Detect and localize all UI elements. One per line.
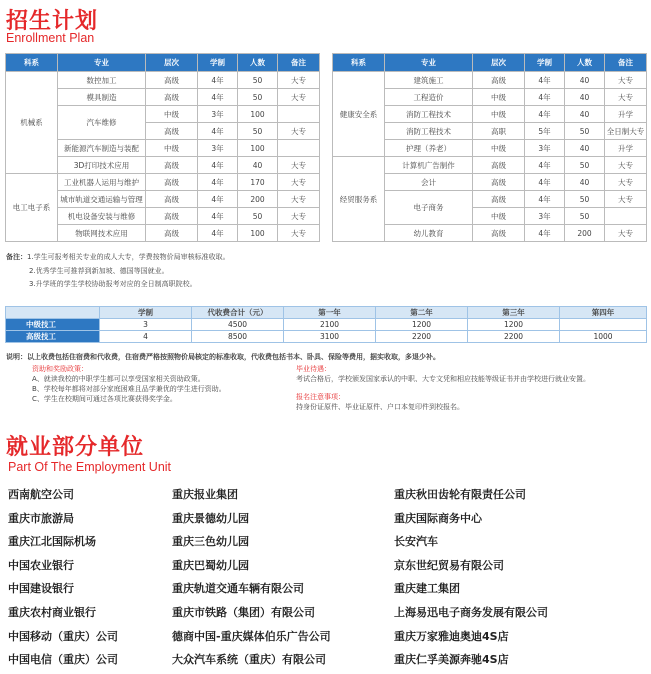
table-row bbox=[333, 72, 647, 89]
company-name: 长安汽车 bbox=[394, 535, 438, 549]
col-header: 人数 bbox=[238, 54, 278, 72]
major-cell: 工业机器人运用与维护 bbox=[58, 174, 146, 191]
count-cell: 100 bbox=[238, 225, 278, 242]
remark-cell bbox=[278, 106, 320, 123]
company-name: 重庆三色幼儿园 bbox=[172, 535, 249, 549]
table-row bbox=[6, 72, 320, 89]
table-row bbox=[6, 319, 647, 331]
remark-cell bbox=[278, 140, 320, 157]
fee-row-label: 中级技工 bbox=[6, 319, 100, 331]
remark-cell: 大专 bbox=[605, 89, 647, 106]
company-name: 西南航空公司 bbox=[8, 488, 74, 501]
enroll-subtitle: Enrollment Plan bbox=[6, 31, 95, 45]
remark-cell bbox=[605, 208, 647, 225]
aid-item: A、就读我校的中职学生都可以享受国家相关资助政策。 bbox=[32, 375, 205, 383]
major-cell: 新能源汽车制造与装配 bbox=[58, 140, 146, 157]
major-cell: 物联网技术应用 bbox=[58, 225, 146, 242]
col-header: 专业 bbox=[385, 54, 473, 72]
years-cell: 4年 bbox=[525, 106, 565, 123]
years-cell: 4年 bbox=[198, 225, 238, 242]
major-cell: 电子商务 bbox=[385, 191, 473, 225]
remark-cell: 大专 bbox=[278, 191, 320, 208]
fee-header: 第一年 bbox=[284, 307, 376, 319]
level-cell: 中级 bbox=[473, 140, 525, 157]
grad-text: 考试合格后，学校颁发国家承认的中职、大专文凭和相应技能等级证书并由学校进行就业安置。 bbox=[296, 375, 590, 383]
company-name: 重庆市铁路（集团）有限公司 bbox=[172, 606, 315, 619]
explain-text: 说明：以上收费包括住宿费和代收费，住宿费严格按照物价局核定的标准收取，代收费包括书本、卧具、保险等费用，据实收取，多退少补。 bbox=[6, 353, 440, 361]
table-row bbox=[333, 157, 647, 174]
level-cell: 高级 bbox=[146, 174, 198, 191]
company-name: 重庆江北国际机场 bbox=[8, 535, 96, 549]
fee-header: 第四年 bbox=[560, 307, 647, 319]
count-cell: 50 bbox=[238, 89, 278, 106]
note-item: 2.优秀学生可推荐到新加坡、德国等国就业。 bbox=[29, 266, 169, 275]
notes-label: 备注： bbox=[6, 253, 27, 261]
company-name: 中国电信（重庆）公司 bbox=[8, 653, 118, 667]
fee-cell: 8500 bbox=[192, 331, 284, 343]
major-cell: 计算机广告制作 bbox=[385, 157, 473, 174]
dept-cell: 机械系 bbox=[6, 72, 58, 174]
table-row bbox=[6, 174, 320, 191]
col-header: 学制 bbox=[198, 54, 238, 72]
level-cell: 中级 bbox=[473, 106, 525, 123]
fee-header: 第三年 bbox=[468, 307, 560, 319]
level-cell: 高级 bbox=[146, 89, 198, 106]
major-cell: 会计 bbox=[385, 174, 473, 191]
major-cell: 数控加工 bbox=[58, 72, 146, 89]
years-cell: 5年 bbox=[525, 123, 565, 140]
remark-cell: 全日制大专 bbox=[605, 123, 647, 140]
fee-header bbox=[6, 307, 100, 319]
col-header: 专业 bbox=[58, 54, 146, 72]
count-cell: 50 bbox=[565, 157, 605, 174]
table-row bbox=[6, 331, 647, 343]
major-cell: 城市轨道交通运输与管理 bbox=[58, 191, 146, 208]
employ-subtitle: Part Of The Employment Unit bbox=[8, 460, 172, 474]
remark-cell: 大专 bbox=[278, 157, 320, 174]
level-cell: 高级 bbox=[473, 157, 525, 174]
note-item: 3.升学班的学生学校协助报考对应的全日制高职院校。 bbox=[29, 280, 197, 288]
major-cell: 幼儿教育 bbox=[385, 225, 473, 242]
aid-block bbox=[32, 364, 292, 404]
aid-item: B、学校每年都将对部分家庭困难且品学兼优的学生进行资助。 bbox=[32, 385, 226, 393]
level-cell: 高级 bbox=[473, 225, 525, 242]
fee-cell: 3 bbox=[100, 319, 192, 331]
fee-cell: 3100 bbox=[284, 331, 376, 343]
major-cell: 护理（养老） bbox=[385, 140, 473, 157]
major-cell: 汽车维修 bbox=[58, 106, 146, 140]
fee-cell: 2200 bbox=[376, 331, 468, 343]
fee-header: 代收费合计（元） bbox=[192, 307, 284, 319]
grad-block bbox=[296, 364, 646, 412]
remark-cell: 大专 bbox=[278, 72, 320, 89]
company-name: 重庆农村商业银行 bbox=[8, 606, 96, 619]
level-cell: 高级 bbox=[146, 225, 198, 242]
remark-cell: 大专 bbox=[278, 208, 320, 225]
notes-block bbox=[6, 251, 646, 292]
col-header: 备注 bbox=[278, 54, 320, 72]
level-cell: 高级 bbox=[146, 123, 198, 140]
count-cell: 170 bbox=[238, 174, 278, 191]
company-name: 重庆仁孚美源奔驰4S店 bbox=[394, 653, 509, 667]
fee-header: 第二年 bbox=[376, 307, 468, 319]
level-cell: 中级 bbox=[473, 89, 525, 106]
col-header: 层次 bbox=[473, 54, 525, 72]
years-cell: 4年 bbox=[198, 208, 238, 225]
company-name: 中国建设银行 bbox=[8, 582, 74, 596]
years-cell: 4年 bbox=[525, 174, 565, 191]
remark-cell: 升学 bbox=[605, 140, 647, 157]
remark-cell: 大专 bbox=[278, 225, 320, 242]
right-enroll-table bbox=[332, 53, 647, 242]
years-cell: 4年 bbox=[198, 157, 238, 174]
fee-header: 学制 bbox=[100, 307, 192, 319]
level-cell: 中级 bbox=[146, 106, 198, 123]
company-name: 重庆巴蜀幼儿园 bbox=[172, 558, 249, 572]
dept-cell: 电工电子系 bbox=[6, 174, 58, 242]
count-cell: 100 bbox=[238, 106, 278, 123]
docs-title: 报名注意事项： bbox=[296, 393, 345, 401]
remark-cell: 大专 bbox=[605, 225, 647, 242]
level-cell: 中级 bbox=[146, 140, 198, 157]
company-name: 重庆国际商务中心 bbox=[394, 511, 482, 525]
enroll-title: 招生计划 bbox=[6, 9, 99, 34]
years-cell: 3年 bbox=[525, 208, 565, 225]
years-cell: 4年 bbox=[198, 174, 238, 191]
level-cell: 高级 bbox=[473, 72, 525, 89]
major-cell: 消防工程技术 bbox=[385, 123, 473, 140]
company-name: 中国农业银行 bbox=[8, 558, 74, 572]
years-cell: 4年 bbox=[525, 157, 565, 174]
years-cell: 4年 bbox=[525, 89, 565, 106]
company-name: 中国移动（重庆）公司 bbox=[8, 629, 118, 643]
count-cell: 50 bbox=[238, 72, 278, 89]
major-cell: 消防工程技术 bbox=[385, 106, 473, 123]
aid-item: C、学生在校期间可通过各项比赛获得奖学金。 bbox=[32, 395, 177, 403]
count-cell: 50 bbox=[238, 123, 278, 140]
fee-cell: 2200 bbox=[468, 331, 560, 343]
count-cell: 50 bbox=[565, 208, 605, 225]
company-name: 重庆秋田齿轮有限责任公司 bbox=[394, 488, 526, 501]
level-cell: 高级 bbox=[146, 72, 198, 89]
level-cell: 高级 bbox=[473, 174, 525, 191]
fee-table bbox=[5, 306, 647, 343]
level-cell: 高级 bbox=[146, 157, 198, 174]
count-cell: 40 bbox=[565, 174, 605, 191]
fee-cell: 4 bbox=[100, 331, 192, 343]
company-name: 重庆轨道交通车辆有限公司 bbox=[172, 582, 304, 596]
company-name: 重庆市旅游局 bbox=[8, 511, 74, 525]
employ-title: 就业部分单位 bbox=[6, 435, 145, 460]
years-cell: 4年 bbox=[198, 123, 238, 140]
count-cell: 40 bbox=[565, 106, 605, 123]
level-cell: 高级 bbox=[146, 208, 198, 225]
years-cell: 4年 bbox=[198, 89, 238, 106]
company-name: 德商中国-重庆媒体伯乐广告公司 bbox=[172, 629, 331, 643]
aid-title: 资助和奖励政策： bbox=[32, 365, 88, 373]
count-cell: 40 bbox=[565, 72, 605, 89]
company-name: 京东世纪贸易有限公司 bbox=[394, 558, 504, 572]
remark-cell: 大专 bbox=[605, 72, 647, 89]
major-cell: 模具制造 bbox=[58, 89, 146, 106]
count-cell: 50 bbox=[565, 191, 605, 208]
company-name: 大众汽车系统（重庆）有限公司 bbox=[172, 653, 326, 667]
remark-cell: 大专 bbox=[605, 174, 647, 191]
company-name: 重庆万家雅迪奥迪4S店 bbox=[394, 629, 509, 643]
remark-cell: 升学 bbox=[605, 106, 647, 123]
remark-cell: 大专 bbox=[278, 174, 320, 191]
major-cell: 机电设备安装与维修 bbox=[58, 208, 146, 225]
years-cell: 3年 bbox=[525, 140, 565, 157]
level-cell: 高级 bbox=[146, 191, 198, 208]
count-cell: 100 bbox=[238, 140, 278, 157]
note-item: 1.学生可报考相关专业的成人大专，学费按物价局审核标准收取。 bbox=[27, 253, 230, 261]
company-name: 重庆报业集团 bbox=[172, 488, 238, 501]
years-cell: 3年 bbox=[198, 106, 238, 123]
col-header: 学制 bbox=[525, 54, 565, 72]
grad-title: 毕业待遇： bbox=[296, 365, 331, 373]
level-cell: 中级 bbox=[473, 208, 525, 225]
fee-cell: 1200 bbox=[376, 319, 468, 331]
years-cell: 4年 bbox=[525, 225, 565, 242]
fee-cell bbox=[560, 319, 647, 331]
major-cell: 3D打印技术应用 bbox=[58, 157, 146, 174]
remark-cell: 大专 bbox=[278, 89, 320, 106]
company-name: 重庆建工集团 bbox=[394, 582, 460, 596]
company-name: 上海易迅电子商务发展有限公司 bbox=[394, 606, 548, 619]
company-name: 重庆景德幼儿园 bbox=[172, 511, 249, 525]
years-cell: 3年 bbox=[198, 140, 238, 157]
left-enroll-table bbox=[5, 53, 320, 242]
dept-cell: 经贸服务系 bbox=[333, 157, 385, 242]
count-cell: 40 bbox=[238, 157, 278, 174]
years-cell: 4年 bbox=[525, 191, 565, 208]
col-header: 备注 bbox=[605, 54, 647, 72]
remark-cell: 大专 bbox=[278, 123, 320, 140]
docs-text: 持身份证原件、毕业证原件、户口本复印件到校报名。 bbox=[296, 403, 464, 411]
level-cell: 高职 bbox=[473, 123, 525, 140]
fee-cell: 1200 bbox=[468, 319, 560, 331]
fee-cell: 4500 bbox=[192, 319, 284, 331]
level-cell: 高级 bbox=[473, 191, 525, 208]
count-cell: 50 bbox=[238, 208, 278, 225]
years-cell: 4年 bbox=[198, 72, 238, 89]
fee-cell: 2100 bbox=[284, 319, 376, 331]
fee-row-label: 高级技工 bbox=[6, 331, 100, 343]
years-cell: 4年 bbox=[198, 191, 238, 208]
count-cell: 200 bbox=[238, 191, 278, 208]
col-header: 层次 bbox=[146, 54, 198, 72]
col-header: 科系 bbox=[333, 54, 385, 72]
col-header: 人数 bbox=[565, 54, 605, 72]
count-cell: 200 bbox=[565, 225, 605, 242]
major-cell: 建筑施工 bbox=[385, 72, 473, 89]
major-cell: 工程造价 bbox=[385, 89, 473, 106]
remark-cell: 大专 bbox=[605, 157, 647, 174]
count-cell: 50 bbox=[565, 123, 605, 140]
col-header: 科系 bbox=[6, 54, 58, 72]
count-cell: 40 bbox=[565, 140, 605, 157]
remark-cell: 大专 bbox=[605, 191, 647, 208]
dept-cell: 健康安全系 bbox=[333, 72, 385, 157]
count-cell: 40 bbox=[565, 89, 605, 106]
years-cell: 4年 bbox=[525, 72, 565, 89]
fee-cell: 1000 bbox=[560, 331, 647, 343]
